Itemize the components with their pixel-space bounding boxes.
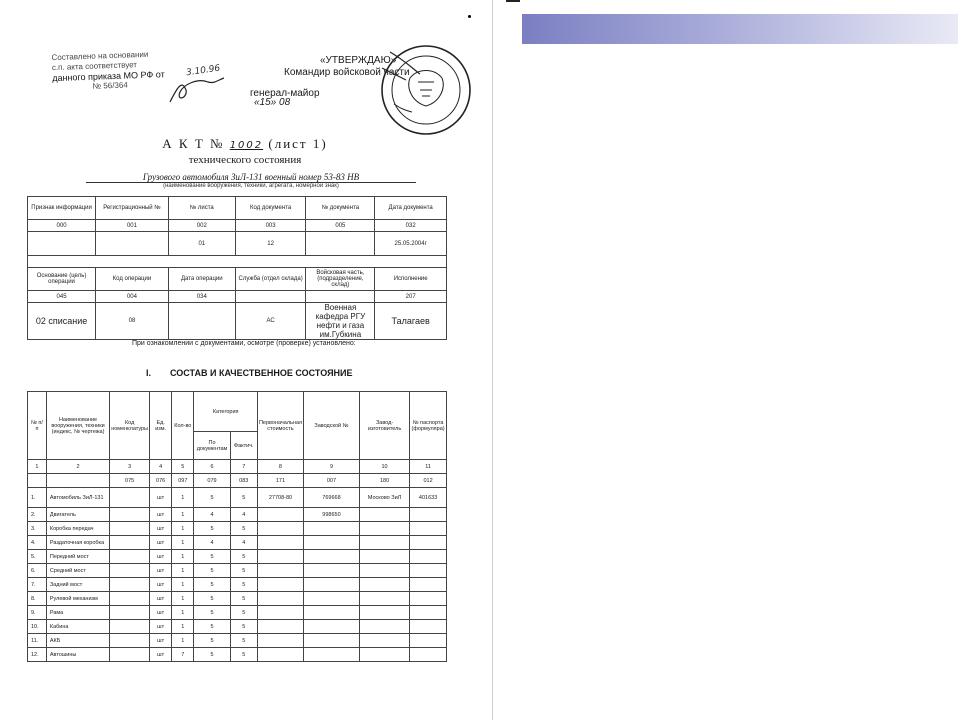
table-cell: 5 <box>194 648 230 662</box>
table-cell: 002 <box>168 220 235 232</box>
table-cell <box>359 634 409 648</box>
table-cell: 10. <box>28 620 47 634</box>
table-cell: шт <box>150 536 172 550</box>
table-cell: АКБ <box>46 634 109 648</box>
header-cell: № паспорта (формуляра) <box>410 392 447 460</box>
approval-date: «15» 08 <box>254 97 291 108</box>
table-cell <box>303 564 359 578</box>
table-cell: 5 <box>194 488 230 508</box>
table-cell: 5 <box>194 592 230 606</box>
table-cell <box>110 550 150 564</box>
table-cell: 769668 <box>303 488 359 508</box>
table-row <box>28 291 447 303</box>
table-cell <box>410 536 447 550</box>
table-cell: 10 <box>359 460 409 474</box>
table-cell: 1 <box>172 620 194 634</box>
sheet-edge <box>492 0 493 720</box>
table-cell <box>110 578 150 592</box>
table-cell <box>410 522 447 536</box>
table-cell: 8 <box>257 460 303 474</box>
table-cell: 1 <box>28 460 47 474</box>
composition-body <box>28 488 447 662</box>
table-cell: 02 списание <box>28 303 96 340</box>
table-cell: 5 <box>230 522 257 536</box>
table-cell: 4. <box>28 536 47 550</box>
table-row <box>28 508 447 522</box>
table-cell: шт <box>150 508 172 522</box>
table-row <box>28 634 447 648</box>
table-cell: 1 <box>172 606 194 620</box>
table-cell <box>110 536 150 550</box>
table-cell: 1 <box>172 634 194 648</box>
table-cell: 5 <box>230 550 257 564</box>
table-cell: Рама <box>46 606 109 620</box>
table-cell: 5 <box>230 606 257 620</box>
table-cell: 079 <box>194 474 230 488</box>
table-cell <box>168 303 235 340</box>
table-row <box>28 488 447 508</box>
table-cell <box>410 620 447 634</box>
header-cell: Завод-изготовитель <box>359 392 409 460</box>
table-cell: 5 <box>172 460 194 474</box>
table-cell: Рулевой механизм <box>46 592 109 606</box>
section-number: I. <box>146 368 152 378</box>
table-row <box>28 592 447 606</box>
rank-label: генерал-майор <box>250 88 320 99</box>
table-cell <box>257 564 303 578</box>
table-cell <box>303 578 359 592</box>
table-cell <box>257 536 303 550</box>
table-cell <box>110 488 150 508</box>
table-cell <box>257 522 303 536</box>
table-cell: Кабина <box>46 620 109 634</box>
table-row <box>28 256 447 268</box>
table-cell <box>410 578 447 592</box>
table-cell: 3 <box>110 460 150 474</box>
table-cell <box>110 592 150 606</box>
section-heading <box>146 368 353 378</box>
table-cell <box>257 648 303 662</box>
table-cell: Средний мост <box>46 564 109 578</box>
table-cell: 6. <box>28 564 47 578</box>
table-cell: Код документа <box>235 197 306 220</box>
official-stamp <box>360 38 482 142</box>
table-cell: Основание (цель) операции <box>28 268 96 291</box>
table-cell: 11 <box>410 460 447 474</box>
commander-label: Командир войсковой части <box>284 67 410 78</box>
table-cell: 5 <box>194 634 230 648</box>
agreement-line: данного приказа МО РФ от <box>52 69 165 84</box>
table-cell: 2 <box>46 460 109 474</box>
table-cell: 083 <box>230 474 257 488</box>
table-cell <box>110 648 150 662</box>
table-cell <box>359 620 409 634</box>
table-cell: 5 <box>194 606 230 620</box>
table-cell: Регистрационный № <box>96 197 169 220</box>
table-cell <box>303 634 359 648</box>
header-cell: № п/ п <box>28 392 47 460</box>
table-cell: 7 <box>172 648 194 662</box>
table-cell: 003 <box>235 220 306 232</box>
header-cell: Категория <box>194 392 258 432</box>
table-cell <box>303 522 359 536</box>
table-cell: Дата документа <box>375 197 447 220</box>
table-row <box>28 536 447 550</box>
table-cell <box>303 606 359 620</box>
act-object: Грузового автомобиля ЗиЛ-131 военный номер 53-83 НВ <box>86 172 416 183</box>
table-cell: 5. <box>28 550 47 564</box>
table-cell: 4 <box>230 536 257 550</box>
table-cell <box>303 648 359 662</box>
table-cell: 5 <box>230 592 257 606</box>
table-cell: 998650 <box>303 508 359 522</box>
table-cell <box>359 522 409 536</box>
header-cell: Ед. изм. <box>150 392 172 460</box>
table-cell: 012 <box>410 474 447 488</box>
table-cell: 12 <box>235 232 306 256</box>
table-cell <box>359 536 409 550</box>
table-row <box>28 197 447 220</box>
table-cell: 034 <box>168 291 235 303</box>
table-cell: Двигатель <box>46 508 109 522</box>
act-object-caption: (наименование вооружения, техники, агрегата, номерной знак) <box>163 183 339 189</box>
table-row <box>28 606 447 620</box>
table-cell <box>257 550 303 564</box>
table-cell <box>28 474 47 488</box>
table-cell <box>359 564 409 578</box>
table-cell <box>257 620 303 634</box>
table-cell <box>410 634 447 648</box>
table-cell: 27708-80 <box>257 488 303 508</box>
table-cell: 5 <box>230 488 257 508</box>
agreement-line: Составлено на основании <box>51 49 149 63</box>
table-row <box>28 232 447 256</box>
table-cell <box>28 232 96 256</box>
header-cell: Фактич. <box>230 432 257 460</box>
table-cell: 25.05.2004г <box>375 232 447 256</box>
table-row <box>28 564 447 578</box>
table-cell: 8. <box>28 592 47 606</box>
table-cell: 1 <box>172 592 194 606</box>
table-cell: 076 <box>150 474 172 488</box>
table-cell: № документа <box>306 197 375 220</box>
table-cell: 1 <box>172 578 194 592</box>
table-cell: Талагаев <box>375 303 447 340</box>
slide-header-band <box>522 14 958 44</box>
table-cell <box>235 291 306 303</box>
table-cell: 11. <box>28 634 47 648</box>
act-number: 1002 <box>229 140 264 151</box>
table-cell <box>306 291 375 303</box>
table-cell <box>303 592 359 606</box>
table-cell: 5 <box>194 620 230 634</box>
table-cell: 032 <box>375 220 447 232</box>
approve-label: «УТВЕРЖДАЮ» <box>320 55 397 66</box>
table-cell: Служба (отдел склада) <box>235 268 306 291</box>
table-cell: Коробка передач <box>46 522 109 536</box>
header-cell: Код номенклатуры <box>110 392 150 460</box>
faded-number: № 56/364 <box>92 80 128 91</box>
handwritten-date: 3.10.96 <box>185 63 221 79</box>
table-cell: 4 <box>194 536 230 550</box>
act-word: А К Т № <box>162 136 225 151</box>
table-cell: 171 <box>257 474 303 488</box>
header-cell: Первоначальная стоимость <box>257 392 303 460</box>
table-cell: 5 <box>230 578 257 592</box>
act-sheet: (лист 1) <box>268 136 328 151</box>
table-cell <box>303 550 359 564</box>
table-cell: 4 <box>150 460 172 474</box>
table-cell: Войсковая часть, (подразделение, склад) <box>306 268 375 291</box>
table-cell: Передний мост <box>46 550 109 564</box>
composition-table <box>27 391 447 662</box>
notice-text: При ознакомлении с документами, осмотре (проверке) установлено: <box>132 340 356 347</box>
header-cell: Наименование вооружения, техники (индекс, № чертежа) <box>46 392 109 460</box>
table-cell <box>96 232 169 256</box>
table-row <box>28 550 447 564</box>
table-cell: Автомобиль ЗиЛ-131 <box>46 488 109 508</box>
table-cell: 4 <box>230 508 257 522</box>
table-cell <box>28 256 447 268</box>
table-cell: 004 <box>96 291 169 303</box>
dot-mark <box>468 15 471 18</box>
table-row <box>28 578 447 592</box>
table-cell <box>410 508 447 522</box>
table-cell: 7. <box>28 578 47 592</box>
table-cell <box>359 550 409 564</box>
table-cell: 5 <box>230 620 257 634</box>
table-cell: Исполнение <box>375 268 447 291</box>
table-cell: 401633 <box>410 488 447 508</box>
table-cell: 5 <box>194 564 230 578</box>
table-cell: 5 <box>194 522 230 536</box>
table-cell: Признак информации <box>28 197 96 220</box>
table-cell: 7 <box>230 460 257 474</box>
table-cell <box>257 592 303 606</box>
table-cell: Дата операции <box>168 268 235 291</box>
table-cell: 01 <box>168 232 235 256</box>
table-cell: шт <box>150 550 172 564</box>
table-cell: 6 <box>194 460 230 474</box>
table-cell: 5 <box>194 550 230 564</box>
corner-mark <box>506 0 520 2</box>
table-cell: 5 <box>230 634 257 648</box>
table-cell: Москово ЗиЛ <box>359 488 409 508</box>
table-row <box>28 220 447 232</box>
table-cell <box>410 592 447 606</box>
section-title: СОСТАВ И КАЧЕСТВЕННОЕ СОСТОЯНИЕ <box>170 368 353 378</box>
act-title-block <box>120 136 370 166</box>
agreement-line: с.п. акта соответствует <box>51 60 138 73</box>
table-cell <box>410 648 447 662</box>
table-cell: 1 <box>172 536 194 550</box>
table-cell: шт <box>150 578 172 592</box>
table-cell <box>306 232 375 256</box>
table-cell <box>359 508 409 522</box>
table-cell: 1 <box>172 522 194 536</box>
table-cell: Автошины <box>46 648 109 662</box>
act-title <box>120 136 370 152</box>
table-cell: 4 <box>194 508 230 522</box>
table-cell: шт <box>150 592 172 606</box>
table-cell: Задний мост <box>46 578 109 592</box>
table-cell <box>110 522 150 536</box>
header-cell: Кол-во <box>172 392 194 460</box>
table-row <box>28 648 447 662</box>
table-row <box>28 522 447 536</box>
table-cell: 9 <box>303 460 359 474</box>
table-cell <box>110 606 150 620</box>
table-cell: шт <box>150 634 172 648</box>
table-cell: Код операции <box>96 268 169 291</box>
table-cell: 1 <box>172 508 194 522</box>
table-cell: 001 <box>96 220 169 232</box>
table-cell: шт <box>150 648 172 662</box>
table-cell: 005 <box>306 220 375 232</box>
table-cell: 2. <box>28 508 47 522</box>
table-cell: АС <box>235 303 306 340</box>
table-cell <box>110 508 150 522</box>
table-cell <box>303 536 359 550</box>
table-cell <box>410 606 447 620</box>
table-cell <box>110 620 150 634</box>
table-cell: шт <box>150 522 172 536</box>
table-cell: 207 <box>375 291 447 303</box>
table-cell: 1 <box>172 564 194 578</box>
table-row <box>28 474 447 488</box>
table-cell: 045 <box>28 291 96 303</box>
table-cell <box>359 648 409 662</box>
table-cell: шт <box>150 488 172 508</box>
table-cell: 3. <box>28 522 47 536</box>
table-cell: 5 <box>194 578 230 592</box>
table-cell: 08 <box>96 303 169 340</box>
table-cell <box>110 564 150 578</box>
table-cell: 075 <box>110 474 150 488</box>
table-cell: 1. <box>28 488 47 508</box>
table-row <box>28 268 447 291</box>
act-subtitle: технического состояния <box>188 154 302 166</box>
table-cell <box>257 634 303 648</box>
table-cell: шт <box>150 620 172 634</box>
table-cell: 9. <box>28 606 47 620</box>
table-cell <box>359 592 409 606</box>
signature-left <box>168 76 228 106</box>
table-cell <box>110 634 150 648</box>
table-cell: 1 <box>172 488 194 508</box>
table-cell: 007 <box>303 474 359 488</box>
table-cell: шт <box>150 606 172 620</box>
table-cell: 5 <box>230 564 257 578</box>
table-cell <box>257 508 303 522</box>
table-row <box>28 392 447 432</box>
table-cell <box>257 606 303 620</box>
table-cell: 5 <box>230 648 257 662</box>
header-cell: По документам <box>194 432 230 460</box>
table-cell: Военная кафедра РГУ нефти и газа им.Губкина <box>306 303 375 340</box>
info-table <box>27 196 447 340</box>
table-cell: 097 <box>172 474 194 488</box>
table-cell <box>359 578 409 592</box>
table-row <box>28 303 447 340</box>
table-row <box>28 620 447 634</box>
header-cell: Заводской № <box>303 392 359 460</box>
table-row <box>28 460 447 474</box>
table-cell <box>410 550 447 564</box>
table-cell <box>410 564 447 578</box>
table-cell: 12. <box>28 648 47 662</box>
table-cell: 1 <box>172 550 194 564</box>
table-cell: 000 <box>28 220 96 232</box>
table-cell: Раздаточная коробка <box>46 536 109 550</box>
table-cell: № листа <box>168 197 235 220</box>
table-cell <box>46 474 109 488</box>
table-cell <box>257 578 303 592</box>
table-cell <box>303 620 359 634</box>
table-cell: 180 <box>359 474 409 488</box>
table-cell: шт <box>150 564 172 578</box>
table-cell <box>359 606 409 620</box>
